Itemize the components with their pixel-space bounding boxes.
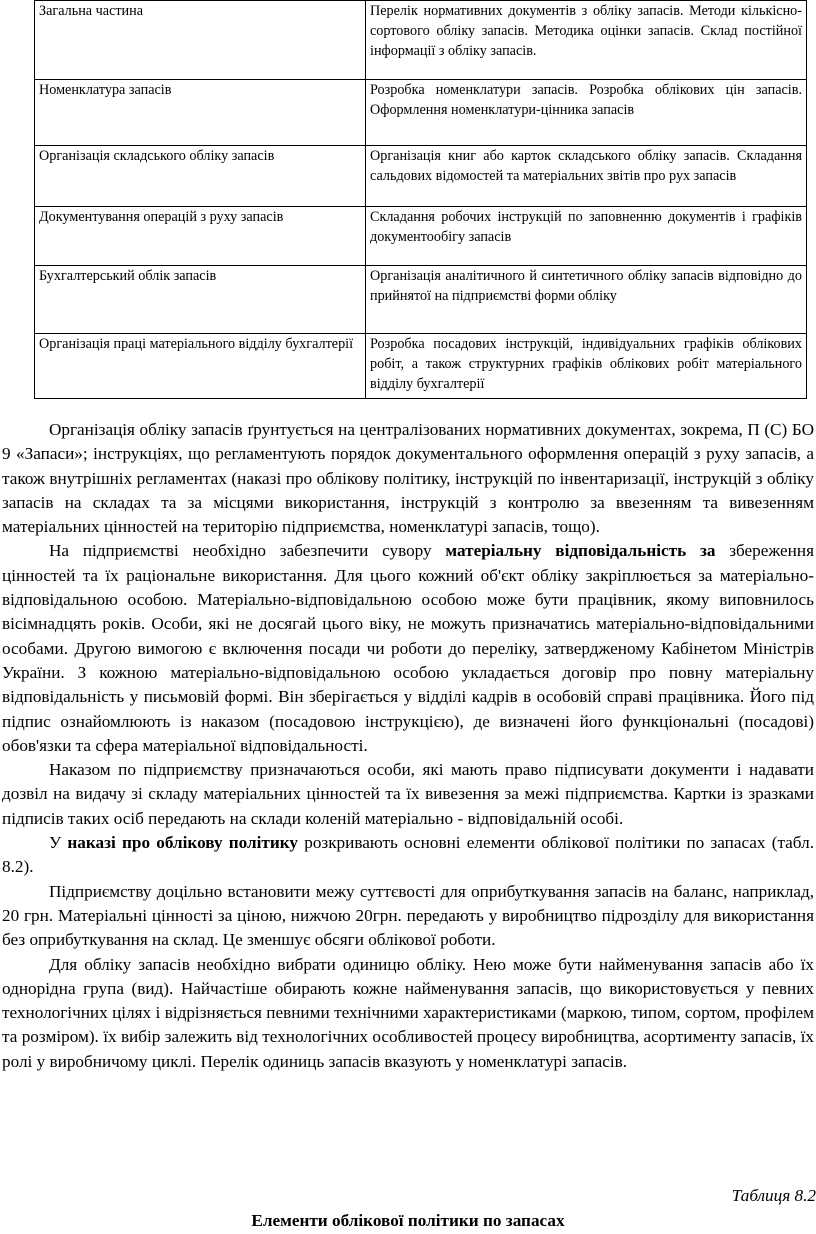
table-row: [35, 334, 807, 399]
table-row: [35, 146, 807, 207]
table-row: [35, 80, 807, 146]
table-row: [35, 1, 807, 80]
paragraph: Підприємству доцільно встановити межу суттєвості для оприбуткування запасів на баланс, наприклад, 20 грн. Матеріальні цінності за ціною, нижчою 20грн. передають у виробництво підрозділу для використання без оприбуткування на склад. Це зменшує обсяги облікової роботи.: [2, 881, 814, 950]
table-title: Елементи облікової політики по запасах: [251, 1211, 565, 1230]
body-text: [2, 418, 814, 1074]
paragraph: У наказі про облікову політику розкривають основні елементи облікової політики по запасах (табл. 8.2).: [2, 833, 814, 877]
paragraph: На підприємстві необхідно забезпечити сувору матеріальну відповідальність за збереження цінностей та їх раціональне використання. Для цього кожний об'єкт обліку закріплюється за матеріально-відповідальною особою. Матеріально-відповідальною особою може бути працівник, якому виповнилось вісімнадцять років. Особи, які не досягай цього віку, не можуть призначатись матеріально-відповідальними особами. Другою вимогою є включення посади чи роботи до переліку, затвердженому Кабінетом Міністрів України. З кожною матеріально-відповідальною особою укладається договір про повну матеріальну відповідальність у письмовій формі. Він зберігається у відділі кадрів в особовій справі працівника. Його під підпис ознайомлюють із наказом (посадовою інструкцією), де визначені його функціональні (посадові) обов'язки та сфера матеріальної відповідальності.: [2, 541, 814, 755]
table-cell-element: Організація складського обліку запасів: [35, 146, 366, 207]
emphasis: наказі про облікову політику: [67, 833, 299, 853]
table-cell-content: Організація аналітичного й синтетичного обліку запасів відповідно до прийнятої на підприємстві форми обліку: [366, 266, 807, 334]
table-cell-element: Загальна частина: [35, 1, 366, 80]
table-cell-content: Розробка номенклатури запасів. Розробка облікових цін запасів. Оформлення номенклатури-цінника запасів: [366, 80, 807, 146]
paragraph: Наказом по підприємству призначаються особи, які мають право підписувати документи і надавати дозвіл на видачу зі складу матеріальних цінностей та їх вивезення за межі підприємства. Картки із зразками підписів таких осіб передають на склади коленій матеріально - відповідальній особі.: [2, 760, 814, 828]
table-caption: Таблиця 8.2: [731, 1186, 816, 1205]
table-row: [35, 266, 807, 334]
table-cell-content: Складання робочих інструкцій по заповненню документів і графіків документообігу запасів: [366, 207, 807, 266]
emphasis: матеріальну відповідальність за: [445, 541, 716, 561]
table-cell-element: Номенклатура запасів: [35, 80, 366, 146]
paragraph: Організація обліку запасів ґрунтується на централізованих нормативних документах, зокрема, П (С) БО 9 «Запаси»; інструкціях, що регламентують порядок документального оформлення операцій з руху запасів, а також внутрішніх регламентах (наказі про облікову політику, інструкцій по інвентаризації, інструкцій з обліку запасів на складах та за місцями використання, інструкцій з контролю за ввезенням та вивезенням матеріальних цінностей на територію підприємства, номенклатурі запасів, тощо).: [2, 420, 814, 537]
table-cell-element: Документування операцій з руху запасів: [35, 207, 366, 266]
table-cell-element: Бухгалтерський облік запасів: [35, 266, 366, 334]
table-cell-element: Організація праці матеріального відділу бухгалтерії: [35, 334, 366, 399]
accounting-organization-table: [34, 0, 807, 399]
table-cell-content: Перелік нормативних документів з обліку запасів. Методи кількісно-сортового обліку запасів. Методика оцінки запасів. Склад постійної інформації з обліку запасів.: [366, 1, 807, 80]
table-cell-content: Організація книг або карток складського обліку запасів. Складання сальдових відомостей та матеріальних звітів про рух запасів: [366, 146, 807, 207]
table-cell-content: Розробка посадових інструкцій, індивідуальних графіків облікових робіт, а також структурних графіків облікових робіт матеріального відділу бухгалтерії: [366, 334, 807, 399]
table-row: [35, 207, 807, 266]
paragraph: Для обліку запасів необхідно вибрати одиницю обліку. Нею може бути найменування запасів або їх однорідна група (вид). Найчастіше обирають кожне найменування запасів, що використовується у певних технологічних цілях і відрізняється певними технічними характеристиками (маркою, типом, сортом, профілем та розміром). їх вибір залежить від технологічних особливостей процесу виробництва, асортименту запасів, їх ролі у виробничому циклі. Перелік одиниць запасів вказують у номенклатурі запасів.: [2, 954, 814, 1071]
